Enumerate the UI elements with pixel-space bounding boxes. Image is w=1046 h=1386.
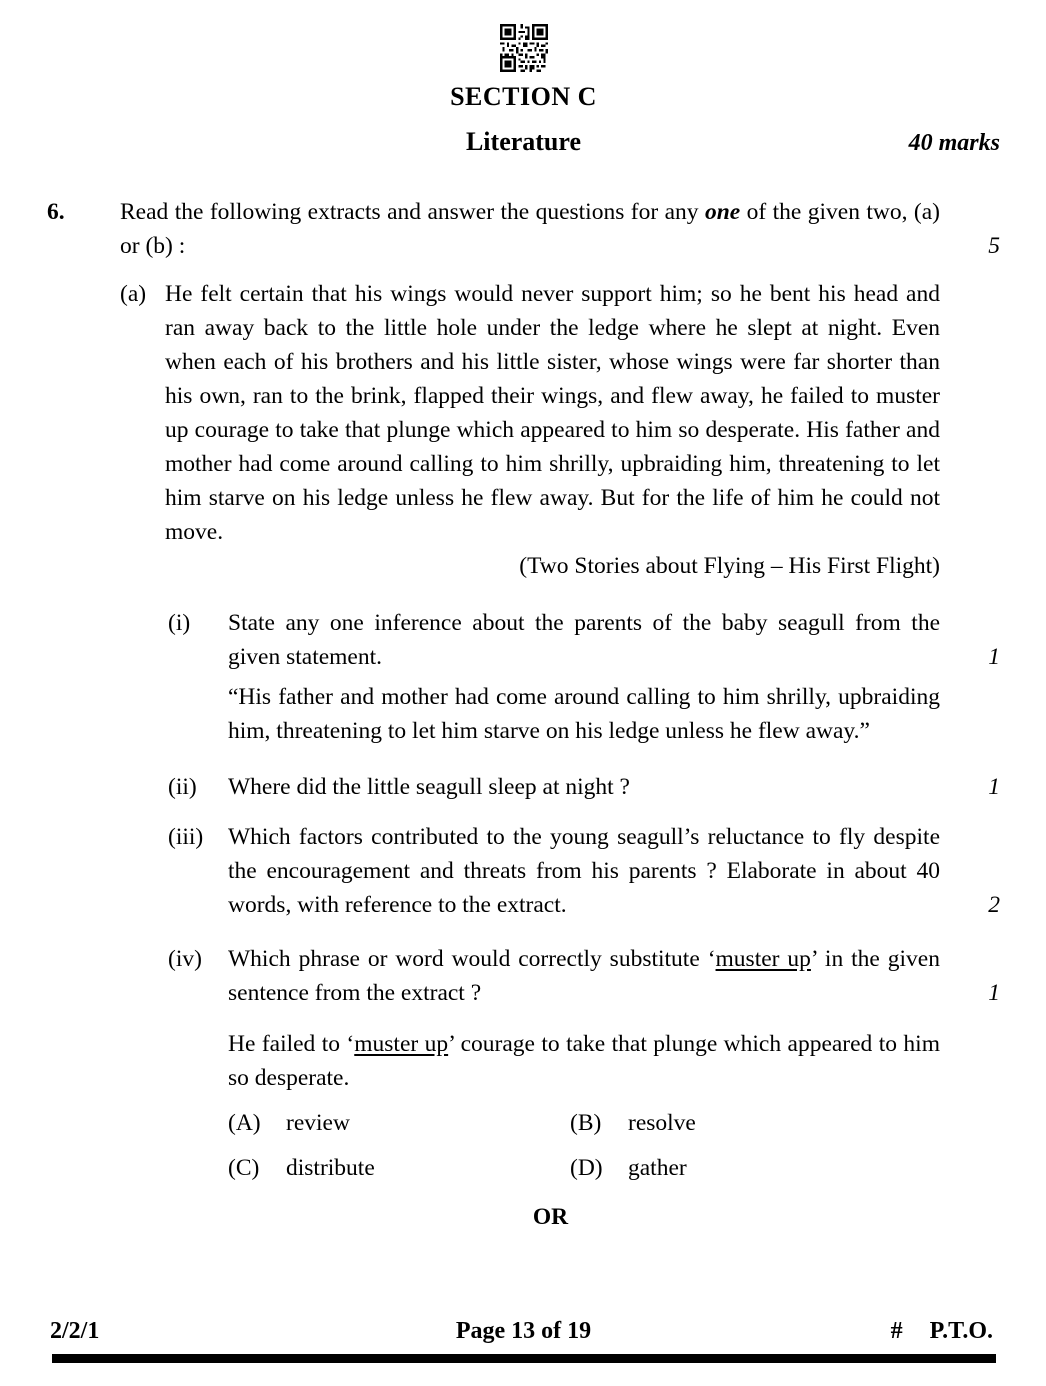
sub-question-iii-text: Which factors contributed to the young seagull’s reluctance to fly despite the encouragement and threats from his parents ? Elaborate in about 40 words, with reference to the extract. (228, 824, 940, 918)
sub-question-i-marks: 1 (988, 644, 1000, 670)
sub-question-ii-text: Where did the little seagull sleep at night ? (228, 774, 630, 800)
sub-question-iv-marks: 1 (988, 980, 1000, 1006)
section-title: SECTION C (450, 82, 597, 111)
sub-question-iv-text-2: ’ in the given sentence from the extract ? (228, 946, 940, 1006)
option-b-text: resolve (628, 1110, 696, 1136)
sentence-underlined: muster up (354, 1031, 449, 1057)
sub-question-i-text: State any one inference about the parents of the baby seagull from the given statement. (228, 610, 940, 670)
page-number: Page 13 of 19 (455, 1318, 592, 1344)
hash-mark: # (890, 1318, 903, 1344)
sub-question-i-quote: “His father and mother had come around calling to him shrilly, upbraiding him, threatening to let him starve on his ledge unless he flew away.” (228, 684, 940, 744)
sub-question-iii-label: (iii) (168, 824, 204, 850)
question-intro-emphasis: one (704, 199, 741, 225)
sub-question-iv-sentence (228, 1027, 940, 1095)
option-d-label: (D) (570, 1155, 603, 1181)
or-separator: OR (532, 1204, 569, 1230)
pto-group (891, 1314, 993, 1348)
question-marks: 5 (988, 233, 1000, 259)
options-list (47, 1106, 1000, 1185)
question-intro-text-2: of the given two, (a) or (b) : (120, 199, 940, 259)
sub-question-iv-text (228, 942, 940, 1010)
option-d-text: gather (628, 1155, 687, 1181)
footer-rule-bar (52, 1354, 996, 1363)
option-b (570, 1106, 696, 1140)
sub-question-iv (47, 942, 1000, 1010)
question-number: 6. (47, 199, 65, 225)
subject-row (47, 127, 1000, 157)
option-a-label: (A) (228, 1110, 261, 1136)
extract-attribution: (Two Stories about Flying – His First Flight) (519, 553, 940, 579)
extract-text: He felt certain that his wings would never support him; so he bent his head and ran away back to the little hole under the ledge where he slept at night. Even when each of his brothers and his little sister, whose wings were far shorter than his own, ran to the brink, flapped their wings, and flew away, he failed to muster up courage to take that plunge which appeared to him so desperate. His father and mother had come around calling to him shrilly, upbraiding him, threatening to let him starve on his ledge unless he flew away. But for the life of him he could not move. (165, 281, 940, 545)
sub-question-iv-sentence-row (47, 1027, 1000, 1095)
total-marks: 40 marks (908, 130, 1000, 156)
sub-question-iv-label: (iv) (168, 946, 202, 972)
options-row-1 (47, 1106, 1000, 1140)
page-footer (47, 1314, 1000, 1348)
sub-question-iii-marks: 2 (988, 892, 1000, 918)
option-c (228, 1151, 570, 1185)
sub-question-ii-marks: 1 (988, 774, 1000, 800)
pto-label: P.T.O. (929, 1318, 993, 1344)
sentence-text-2: ’ courage to take that plunge which appeared to him so desperate. (228, 1031, 940, 1091)
sub-question-ii (47, 770, 1000, 804)
page-content (47, 24, 1000, 1234)
sub-question-iv-text-1: Which phrase or word would correctly substitute ‘ (228, 946, 716, 972)
question-intro-text-1: Read the following extracts and answer the questions for any (120, 199, 705, 225)
extract-body (165, 277, 940, 583)
question-intro (120, 195, 940, 263)
question-6 (47, 195, 1000, 263)
paper-code: 2/2/1 (50, 1318, 100, 1344)
sub-question-iii (47, 820, 1000, 922)
option-b-label: (B) (570, 1110, 602, 1136)
option-a (228, 1106, 570, 1140)
sub-question-i-label: (i) (168, 610, 191, 636)
sub-question-ii-label: (ii) (168, 774, 197, 800)
extract-a (47, 277, 1000, 583)
option-a-text: review (286, 1110, 350, 1136)
options-row-2 (47, 1151, 1000, 1185)
sentence-text-1: He failed to ‘ (228, 1031, 355, 1057)
sub-question-iv-underlined: muster up (715, 946, 811, 972)
qr-code-icon (500, 24, 548, 72)
subject-title: Literature (465, 127, 582, 156)
sub-question-i-quote-row (47, 680, 1000, 748)
sub-question-i (47, 606, 1000, 674)
option-c-label: (C) (228, 1155, 260, 1181)
extract-label: (a) (120, 281, 147, 307)
option-c-text: distribute (286, 1155, 375, 1181)
option-d (570, 1151, 687, 1185)
